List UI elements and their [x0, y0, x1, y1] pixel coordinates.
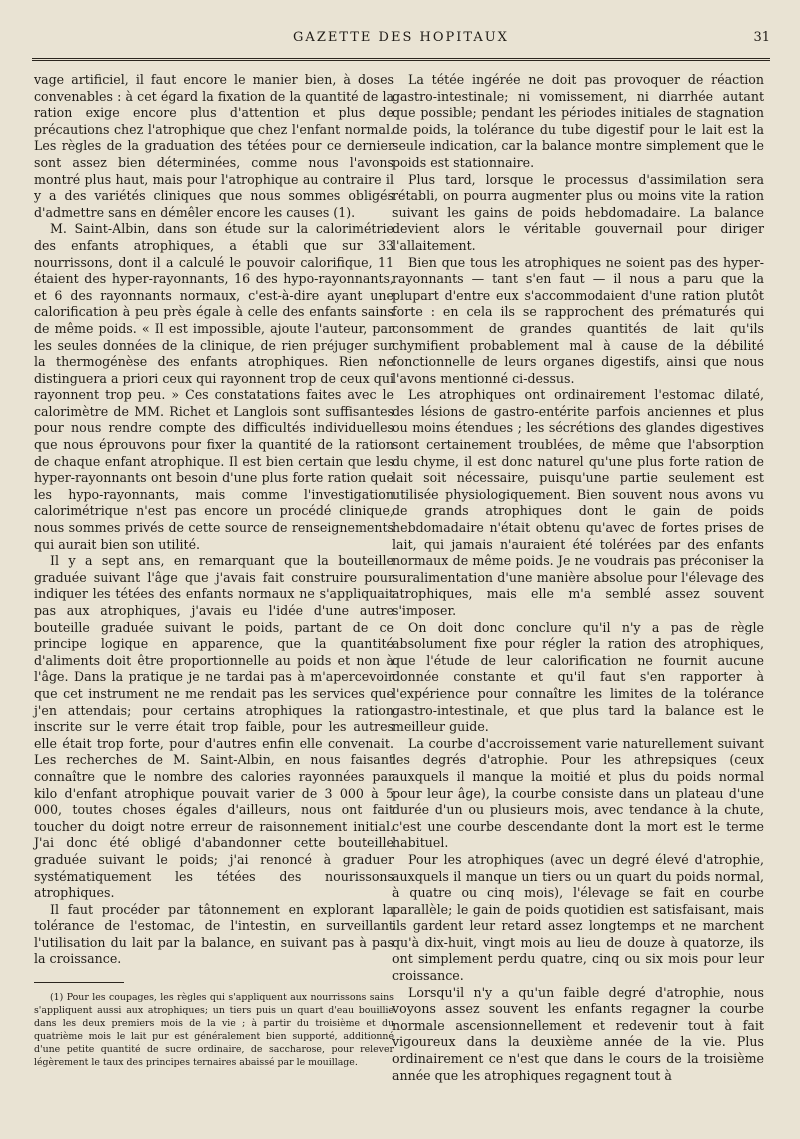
- header-rule: [32, 58, 770, 61]
- paragraph: Bien que tous les atrophiques ne soient pas des hyper-rayonnants — tant s'en faut — il nous a paru que la plupart d'entre eux s'accommodaient d'une ration plutôt forte : en cela ils se rapprochent des prématurés qui consomment de grandes quantités de lait qu'ils chymifient probablement mal à cause de la débilité fonctionnelle de leurs organes digestifs, ainsi que nous l'avons mentionné ci-dessus.: [392, 254, 764, 386]
- paragraph: Il faut procéder par tâtonnement en explorant la tolérance de l'estomac, de l'intestin, en surveillant l'utilisation du lait par la balance, en suivant pas à pas la croissance.: [34, 901, 394, 967]
- paragraph: Il y a sept ans, en remarquant que la bouteille graduée suivant l'âge que j'avais fait construire pour indiquer les tétées des enfants normaux ne s'appliquait pas aux atrophiques, j'avais eu l'idée d'une autre bouteille graduée suivant le poids, partant de ce principe logique en apparence, que la quantité d'aliments doit être proportionnelle au poids et non à l'âge. Dans la pratique je ne tardai pas à m'apercevoir que cet instrument ne me rendait pas les services que j'en attendais; pour certains atrophiques la ration inscrite sur le verre était trop faible, pour les autres elle était trop forte, pour d'autres enfin elle convenait. Les recherches de M. Saint-Albin, en nous faisant connaître que le nombre des calories rayonnées par kilo d'enfant atrophique pouvait varier de 3 000 à 5 000, toutes choses égales d'ailleurs, nous ont fait toucher du doigt notre erreur de raisonnement initial. J'ai donc été obligé d'abandonner cette bouteille graduée suivant le poids; j'ai renoncé à graduer systématiquement les tétées des nourissons atrophiques.: [34, 553, 394, 901]
- left-column: [34, 72, 394, 1069]
- page-number: 31: [753, 30, 770, 45]
- paragraph: vage artificiel, il faut encore le manier bien, à doses convenables : à cet égard la fixation de la quantité de la ration exige encore plus d'attention et plus de précautions chez l'atrophique que chez l'enfant normal. Les règles de la graduation des tétées pour ce dernier sont assez bien déterminées, comme nous l'avons montré plus haut, mais pour l'atrophique au contraire il y a des variétés cliniques que nous sommes obligés d'admettre sans en démêler encore les causes (1).: [34, 72, 394, 220]
- paragraph: Pour les atrophiques (avec un degré élevé d'atrophie, auxquels il manque un tiers ou un quart du poids normal, à quatre ou cinq mois), l'élevage se fait en courbe parallèle; le gain de poids quotidien est satisfaisant, mais ils gardent leur retard assez longtemps et ne marchent qu'à dix-huit, vingt mois au lieu de douze à quatorze, ils ont simplement perdu quatre, cinq ou six mois pour leur croissance.: [392, 851, 764, 984]
- paragraph: Les atrophiques ont ordinairement l'estomac dilaté, des lésions de gastro-entérite parfois anciennes et plus ou moins étendues ; les sécrétions des glandes digestives sont certainement troublées, de même que l'absorption du chyme, il est donc naturel qu'une plus forte ration de lait soit nécessaire, puisqu'une partie seulement est utilisée physiologiquement. Bien souvent nous avons vu de grands atrophiques dont le gain de poids hebdomadaire n'était obtenu qu'avec de fortes prises de lait, qui jamais n'auraient été tolérées par des enfants normaux de même poids. Je ne voudrais pas préconiser la suralimentation d'une manière absolue pour l'élevage des atrophiques, mais elle m'a semblé assez souvent s'imposer.: [392, 387, 764, 618]
- running-title: GAZETTE DES HOPITAUX: [293, 30, 509, 45]
- paragraph: La tétée ingérée ne doit pas provoquer de réaction gastro-intestinale; ni vomissement, ni diarrhée autant que possible; pendant les périodes initiales de stagnation de poids, la tolérance du tube digestif pour le lait est la seule indication, car la balance montre simplement que le poids est stationnaire.: [392, 72, 764, 170]
- footnote-rule: [34, 982, 124, 983]
- paragraph: On doit donc conclure qu'il n'y a pas de règle absolument fixe pour régler la ration des atrophiques, que l'étude de leur calorification ne fournit aucune donnée constante et qu'il faut s'en rapporter à l'expérience pour connaître les limites de la tolérance gastro-intestinale, et que plus tard la balance est le meilleur guide.: [392, 619, 764, 735]
- footnote: (1) Pour les coupages, les règles qui s'appliquent aux nourrissons sains s'appliquent aussi aux atrophiques; un tiers puis un quart d'eau bouillie dans les deux premiers mois de la vie ; à partir du troisième et du quatrième mois le lait pur est généralement bien supporté, additionné d'une petite quantité de sucre ordinaire, de saccharose, pour relever légèrement le taux des principes ternaires abaissé par le mouillage.: [34, 992, 394, 1069]
- paragraph: La courbe d'accroissement varie naturellement suivant les degrés d'atrophie. Pour les athrepsiques (ceux auxquels il manque la moitié et plus du poids normal pour leur âge), la courbe consiste dans un plateau d'une durée d'un ou plusieurs mois, avec tendance à la chute, c'est une courbe descendante dont la mort est le terme habituel.: [392, 735, 764, 851]
- paragraph: M. Saint-Albin, dans son étude sur la calorimétrie des enfants atrophiques, a établi que sur 33 nourrissons, dont il a calculé le pouvoir calorifique, 11 étaient des hyper-rayonnants, 16 des hypo-rayonnants, et 6 des rayonnants normaux, c'est-à-dire ayant une calorification à peu près égale à celle des enfants sains de même poids. « Il est impossible, ajoute l'auteur, par les seules données de la clinique, de rien préjuger sur la thermogénèse des enfants atrophiques. Rien ne distinguera a priori ceux qui rayonnent trop de ceux qui rayonnent trop peu. » Ces constatations faites avec le calorimètre de MM. Richet et Langlois sont suffisantes pour nous rendre compte des difficultés individuelles que nous éprouvons pour fixer la quantité de la ration de chaque enfant atrophique. Il est bien certain que les hyper-rayonnants ont besoin d'une plus forte ration que les hypo-rayonnants, mais comme l'investigation calorimétrique n'est pas encore un procédé clinique, nous sommes privés de cette source de renseignements qui aurait bien son utilité.: [34, 221, 394, 552]
- paragraph: Lorsqu'il n'y a qu'un faible degré d'atrophie, nous voyons assez souvent les enfants regagner la courbe normale ascensionnellement et redevenir tout à fait vigoureux dans la deuxième année de la vie. Plus ordinairement ce n'est que dans le cours de la troisième année que les atrophiques regagnent tout à: [392, 984, 764, 1083]
- right-column: [392, 72, 764, 1084]
- paragraph: Plus tard, lorsque le processus d'assimilation sera rétabli, on pourra augmenter plus ou moins vite la ration suivant les gains de poids hebdomadaire. La balance devient alors le véritable gouvernail pour diriger l'allaitement.: [392, 171, 764, 253]
- page-header: [32, 30, 770, 50]
